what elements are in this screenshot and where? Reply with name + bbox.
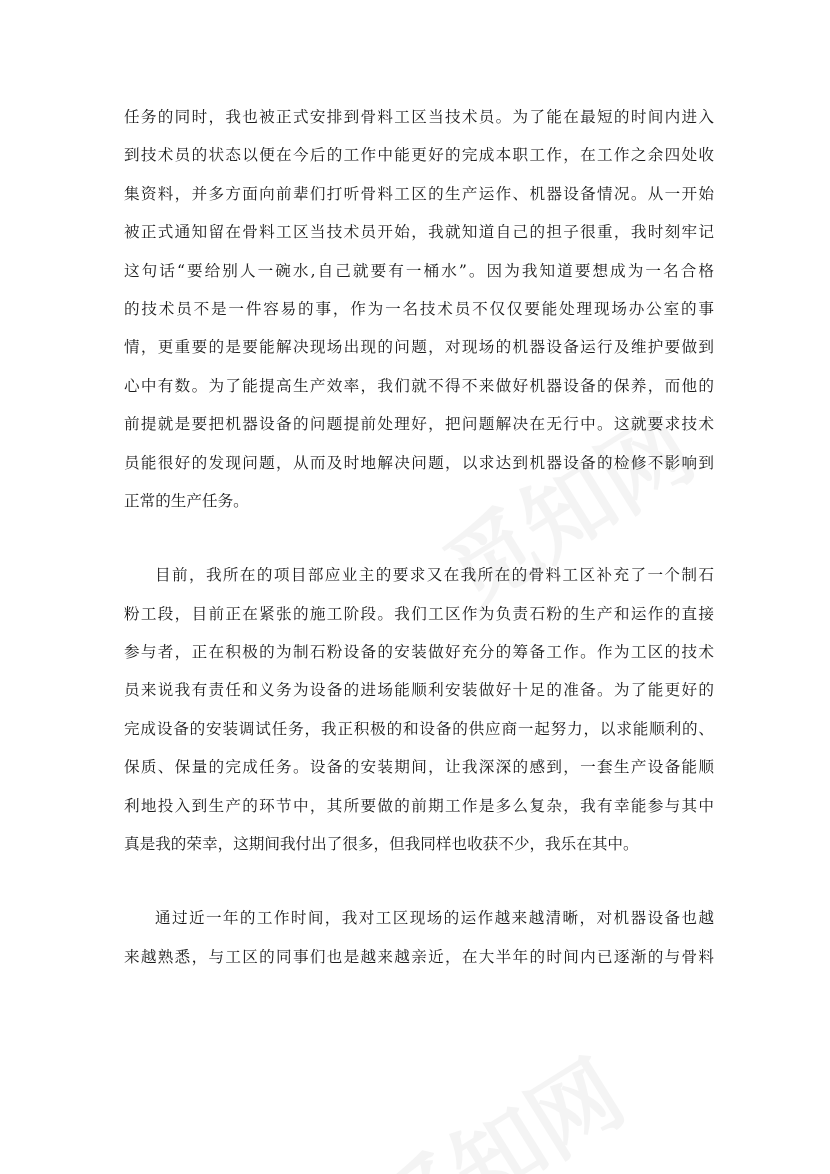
text-line: 通过近一年的工作时间，我对工区现场的运作越来越清晰，对机器设备也越 bbox=[155, 909, 714, 928]
text-line: 到技术员的状态以便在今后的工作中能更好的完成本职工作，在工作之余四处收 bbox=[124, 146, 714, 165]
text-line: 正常的生产任务。 bbox=[124, 491, 249, 510]
watermark bbox=[346, 1023, 644, 1174]
text-line: 参与者，正在积极的为制石粉设备的安装做好充分的筹备工作。作为工区的技术 bbox=[124, 643, 714, 662]
text-line: 完成设备的安装调试任务，我正积极的和设备的供应商一起努力，以求能顺利的、 bbox=[124, 719, 714, 738]
paragraph-gap bbox=[124, 863, 714, 899]
text-line: 被正式通知留在骨料工区当技术员开始，我就知道自己的担子很重，我时刻牢记 bbox=[124, 223, 714, 242]
text-line: 员能很好的发现问题，从而及时地解决问题，以求达到机器设备的检修不影响到 bbox=[124, 453, 714, 472]
text-line: 员来说我有责任和义务为设备的进场能顺利安装做好十足的准备。为了能更好的 bbox=[124, 681, 714, 700]
text-line: 这句话“要给别人一碗水,自己就要有一桶水”。因为我知道要想成为一名合格 bbox=[124, 261, 714, 280]
paragraph-3 bbox=[124, 899, 714, 976]
text-line: 利地投入到生产的环节中，其所要做的前期工作是多么复杂，我有幸能参与其中 bbox=[124, 796, 714, 815]
text-line: 目前，我所在的项目部应业主的要求又在我所在的骨料工区补充了一个制石 bbox=[155, 566, 714, 585]
text-line: 前提就是要把机器设备的问题提前处理好，把问题解决在无行中。这就要求技术 bbox=[124, 415, 714, 434]
text-line: 的技术员不是一件容易的事，作为一名技术员不仅仅要能处理现场办公室的事 bbox=[124, 299, 714, 318]
text-line: 任务的同时，我也被正式安排到骨料工区当技术员。为了能在最短的时间内进入 bbox=[124, 108, 714, 126]
paragraph-2 bbox=[124, 556, 714, 863]
text-line: 真是我的荣幸，这期间我付出了很多，但我同样也收获不少，我乐在其中。 bbox=[124, 835, 639, 854]
text-line: 来越熟悉，与工区的同事们也是越来越亲近，在大半年的时间内已逐渐的与骨料 bbox=[124, 947, 714, 966]
text-line: 集资料，并多方面向前辈们打听骨料工区的生产运作、机器设备情况。从一开始 bbox=[124, 184, 714, 203]
paragraph-gap bbox=[124, 520, 714, 556]
text-line: 保质、保量的完成任务。设备的安装期间，让我深深的感到，一套生产设备能顺 bbox=[124, 758, 714, 777]
text-line: 情，更重要的是要能解决现场出现的问题，对现场的机器设备运行及维护要做到 bbox=[124, 338, 714, 357]
text-line: 粉工段，目前正在紧张的施工阶段。我们工区作为负责石粉的生产和运作的直接 bbox=[124, 604, 714, 623]
paragraph-1 bbox=[124, 98, 714, 520]
text-line: 心中有数。为了能提高生产效率，我们就不得不来做好机器设备的保养，而他的 bbox=[124, 376, 714, 395]
document-body bbox=[124, 98, 714, 976]
